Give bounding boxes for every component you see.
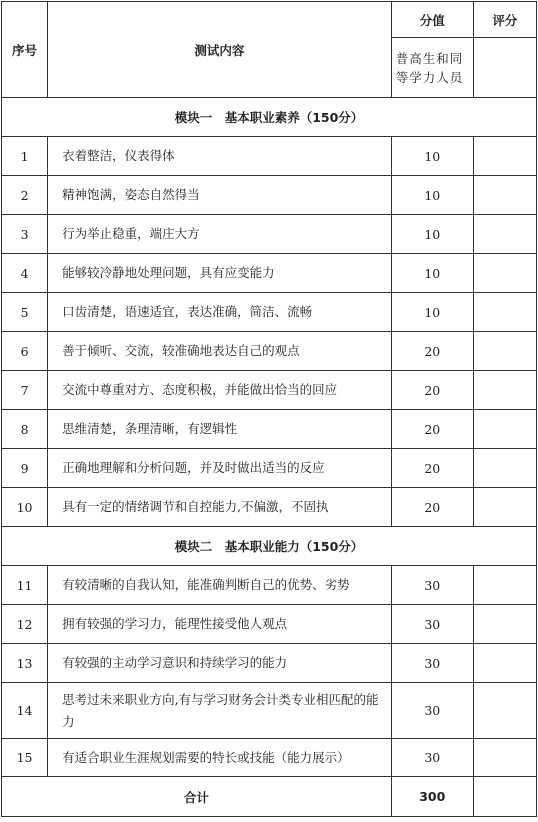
row-grade-cell[interactable] — [473, 644, 536, 683]
row-grade-cell[interactable] — [473, 137, 536, 176]
row-score: 10 — [391, 293, 473, 332]
row-number: 15 — [2, 739, 48, 777]
row-number: 7 — [2, 371, 48, 410]
header-no: 序号 — [2, 2, 48, 98]
row-number: 9 — [2, 449, 48, 488]
row-score: 20 — [391, 371, 473, 410]
row-grade-cell[interactable] — [473, 566, 536, 605]
row-score: 20 — [391, 410, 473, 449]
header-score: 分值 — [391, 2, 473, 38]
row-content: 能够较冷静地处理问题，具有应变能力 — [48, 254, 392, 293]
header-grade-empty — [473, 38, 536, 98]
table-row — [2, 215, 537, 254]
table-row — [2, 739, 537, 777]
table-row — [2, 605, 537, 644]
row-content: 正确地理解和分析问题，并及时做出适当的反应 — [48, 449, 392, 488]
row-score: 30 — [391, 644, 473, 683]
row-number: 10 — [2, 488, 48, 527]
table-row — [2, 644, 537, 683]
table-row — [2, 488, 537, 527]
row-grade-cell[interactable] — [473, 371, 536, 410]
row-content: 具有一定的情绪调节和自控能力,不偏激，不固执 — [48, 488, 392, 527]
total-row — [2, 777, 537, 817]
row-grade-cell[interactable] — [473, 605, 536, 644]
row-content: 有较强的主动学习意识和持续学习的能力 — [48, 644, 392, 683]
row-number: 1 — [2, 137, 48, 176]
row-content: 交流中尊重对方、态度积极，并能做出恰当的回应 — [48, 371, 392, 410]
row-score: 10 — [391, 137, 473, 176]
row-number: 3 — [2, 215, 48, 254]
row-number: 5 — [2, 293, 48, 332]
row-number: 11 — [2, 566, 48, 605]
row-number: 8 — [2, 410, 48, 449]
row-score: 10 — [391, 176, 473, 215]
row-number: 4 — [2, 254, 48, 293]
table-row — [2, 566, 537, 605]
row-number: 2 — [2, 176, 48, 215]
row-content: 有适合职业生涯规划需要的特长或技能（能力展示） — [48, 739, 392, 777]
row-grade-cell[interactable] — [473, 410, 536, 449]
row-content: 拥有较强的学习力，能理性接受他人观点 — [48, 605, 392, 644]
table-row — [2, 254, 537, 293]
row-content: 衣着整洁，仪表得体 — [48, 137, 392, 176]
row-score: 10 — [391, 215, 473, 254]
table-row — [2, 449, 537, 488]
row-content: 思考过未来职业方向,有与学习财务会计类专业相匹配的能力 — [48, 683, 392, 739]
table-row — [2, 293, 537, 332]
table-row — [2, 683, 537, 739]
row-content: 有较清晰的自我认知，能准确判断自己的优势、劣势 — [48, 566, 392, 605]
row-grade-cell[interactable] — [473, 449, 536, 488]
row-number: 6 — [2, 332, 48, 371]
row-grade-cell[interactable] — [473, 332, 536, 371]
row-score: 20 — [391, 332, 473, 371]
header-score-sub: 普高生和同等学力人员 — [391, 38, 473, 98]
total-score: 300 — [391, 777, 473, 817]
table-row — [2, 176, 537, 215]
module-title: 模块二 基本职业能力（150分） — [2, 527, 537, 566]
row-score: 30 — [391, 566, 473, 605]
table-row — [2, 332, 537, 371]
row-content: 精神饱满，姿态自然得当 — [48, 176, 392, 215]
module-title: 模块一 基本职业素养（150分） — [2, 98, 537, 137]
row-grade-cell[interactable] — [473, 215, 536, 254]
table-row — [2, 137, 537, 176]
row-number: 12 — [2, 605, 48, 644]
row-grade-cell[interactable] — [473, 254, 536, 293]
row-grade-cell[interactable] — [473, 176, 536, 215]
row-score: 10 — [391, 254, 473, 293]
row-score: 20 — [391, 488, 473, 527]
header-grade: 评分 — [473, 2, 536, 38]
row-grade-cell[interactable] — [473, 739, 536, 777]
table-row — [2, 410, 537, 449]
total-grade-cell[interactable] — [473, 777, 536, 817]
row-grade-cell[interactable] — [473, 683, 536, 739]
row-content: 思维清楚，条理清晰，有逻辑性 — [48, 410, 392, 449]
row-grade-cell[interactable] — [473, 293, 536, 332]
row-number: 13 — [2, 644, 48, 683]
row-grade-cell[interactable] — [473, 488, 536, 527]
row-content: 善于倾听、交流，较准确地表达自己的观点 — [48, 332, 392, 371]
table-row — [2, 371, 537, 410]
header-content: 测试内容 — [48, 2, 392, 98]
scoring-table — [1, 1, 537, 817]
row-score: 30 — [391, 683, 473, 739]
row-number: 14 — [2, 683, 48, 739]
row-content: 口齿清楚，语速适宜，表达准确，简洁、流畅 — [48, 293, 392, 332]
total-label: 合计 — [2, 777, 392, 817]
row-score: 30 — [391, 739, 473, 777]
row-score: 20 — [391, 449, 473, 488]
row-score: 30 — [391, 605, 473, 644]
row-content: 行为举止稳重，端庄大方 — [48, 215, 392, 254]
